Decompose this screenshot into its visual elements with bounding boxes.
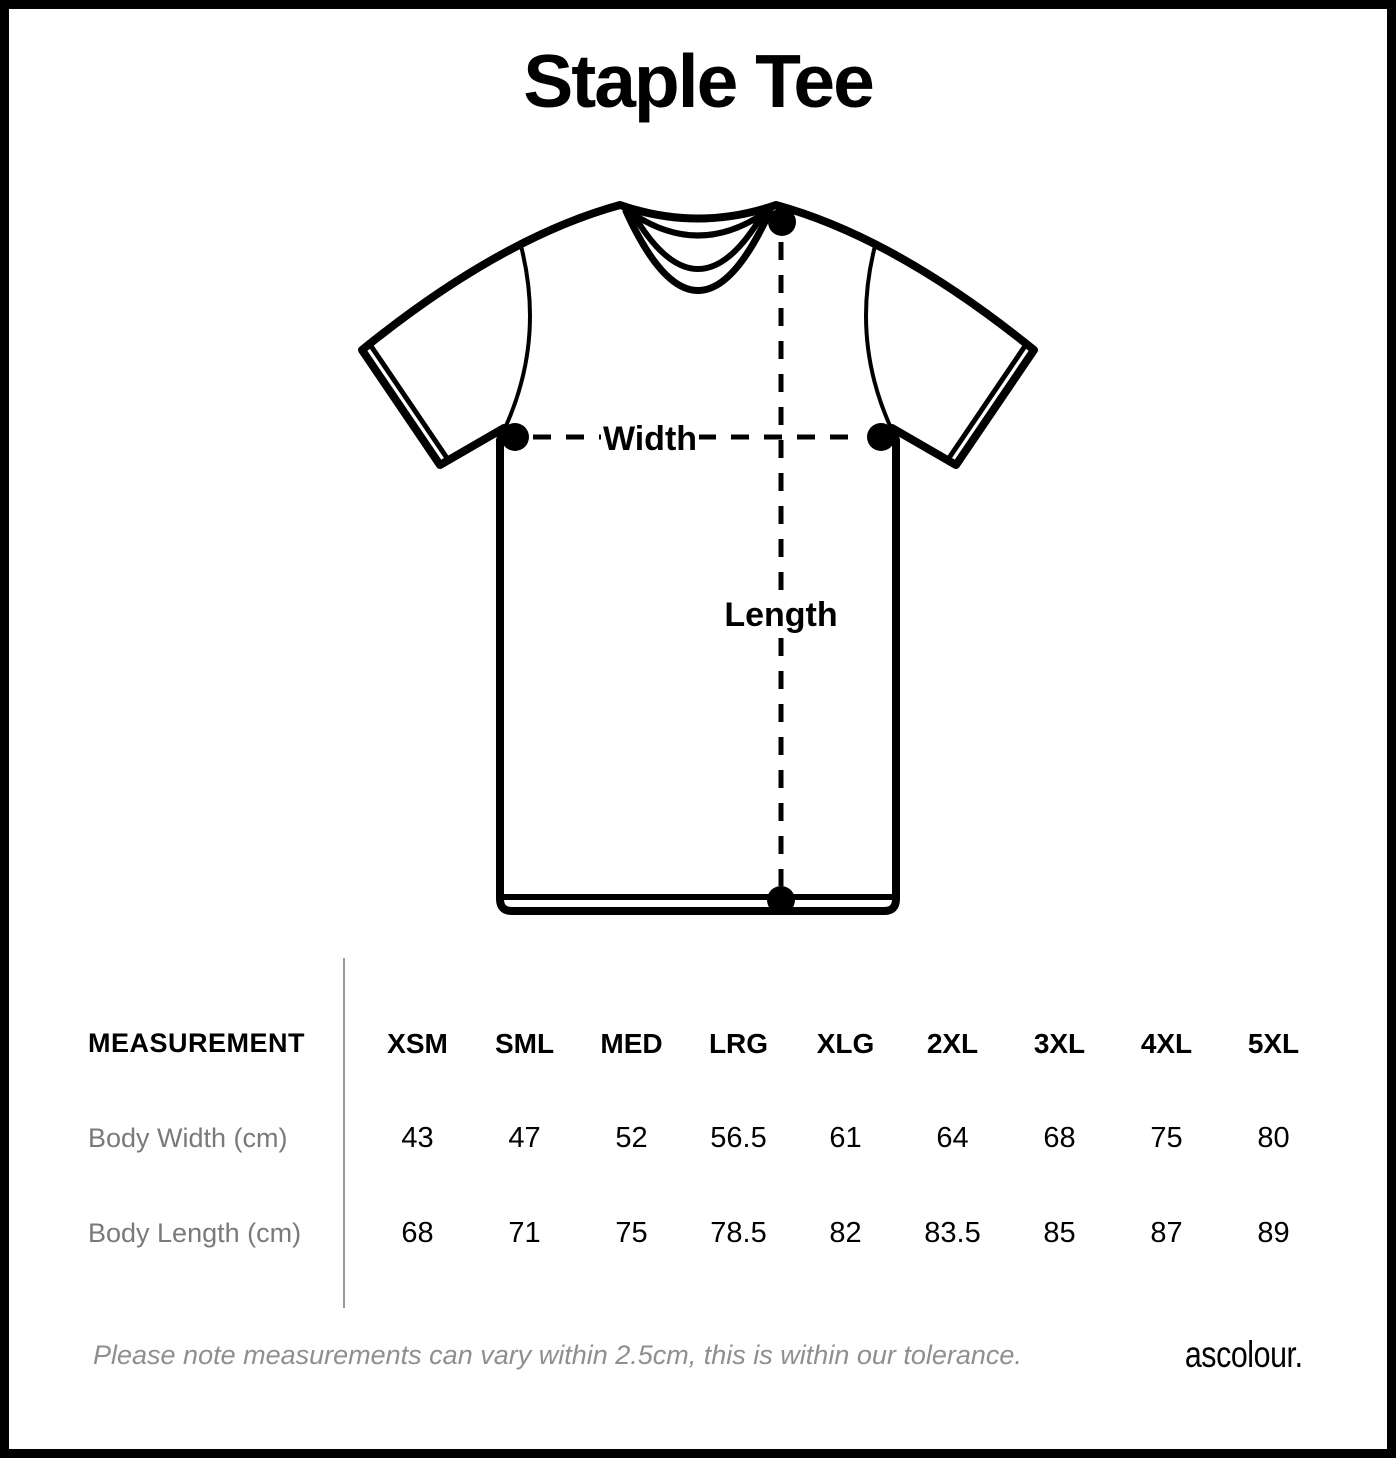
measurement-value: 52 [615, 1122, 648, 1154]
measurement-header: MEASUREMENT [88, 1028, 306, 1058]
brand-logo: ascolour. [1185, 1334, 1303, 1375]
measurement-value: 68 [401, 1217, 434, 1249]
measurement-value: 80 [1257, 1122, 1290, 1154]
size-column-header: 4XL [1140, 1027, 1193, 1059]
size-column-header: 5XL [1247, 1027, 1300, 1059]
size-table [0, 996, 1327, 1281]
size-column-header: SML [494, 1027, 555, 1059]
page-title: Staple Tee [523, 39, 873, 123]
measurement-value: 78.5 [710, 1217, 767, 1249]
size-column-header: XSM [387, 1027, 448, 1059]
measurement-value: 75 [615, 1217, 648, 1249]
tee-outline [362, 205, 1034, 911]
measurement-value: 71 [508, 1217, 541, 1249]
measurement-value: 89 [1257, 1217, 1290, 1249]
left-armpit-dot [501, 423, 529, 451]
measurement-value: 61 [829, 1122, 862, 1154]
row-label: Body Width (cm) [88, 1123, 288, 1153]
size-column-header: LRG [708, 1027, 769, 1059]
measurement-value: 68 [1043, 1122, 1076, 1154]
right-armpit-dot [867, 423, 895, 451]
row-label: Body Length (cm) [88, 1218, 302, 1248]
measurement-value: 83.5 [924, 1217, 981, 1249]
measurement-value: 75 [1150, 1122, 1183, 1154]
width-dimension-label: Width [602, 420, 698, 458]
size-column-header: XLG [816, 1027, 875, 1059]
hem-point-dot [767, 886, 795, 914]
measurement-value: 64 [936, 1122, 969, 1154]
length-dimension-label: Length [724, 596, 838, 634]
measurement-value: 87 [1150, 1217, 1183, 1249]
measurement-value: 56.5 [710, 1122, 767, 1154]
measurement-value: 82 [829, 1217, 862, 1249]
size-column-header: 2XL [926, 1027, 979, 1059]
measurement-value: 85 [1043, 1217, 1076, 1249]
measurement-value: 43 [401, 1122, 434, 1154]
size-column-header: MED [600, 1027, 663, 1059]
measurement-value: 47 [508, 1122, 541, 1154]
tolerance-note: Please note measurements can vary within 2.5cm, this is within our tolerance. [93, 1340, 1022, 1370]
size-column-header: 3XL [1033, 1027, 1086, 1059]
shoulder-point-dot [768, 208, 796, 236]
